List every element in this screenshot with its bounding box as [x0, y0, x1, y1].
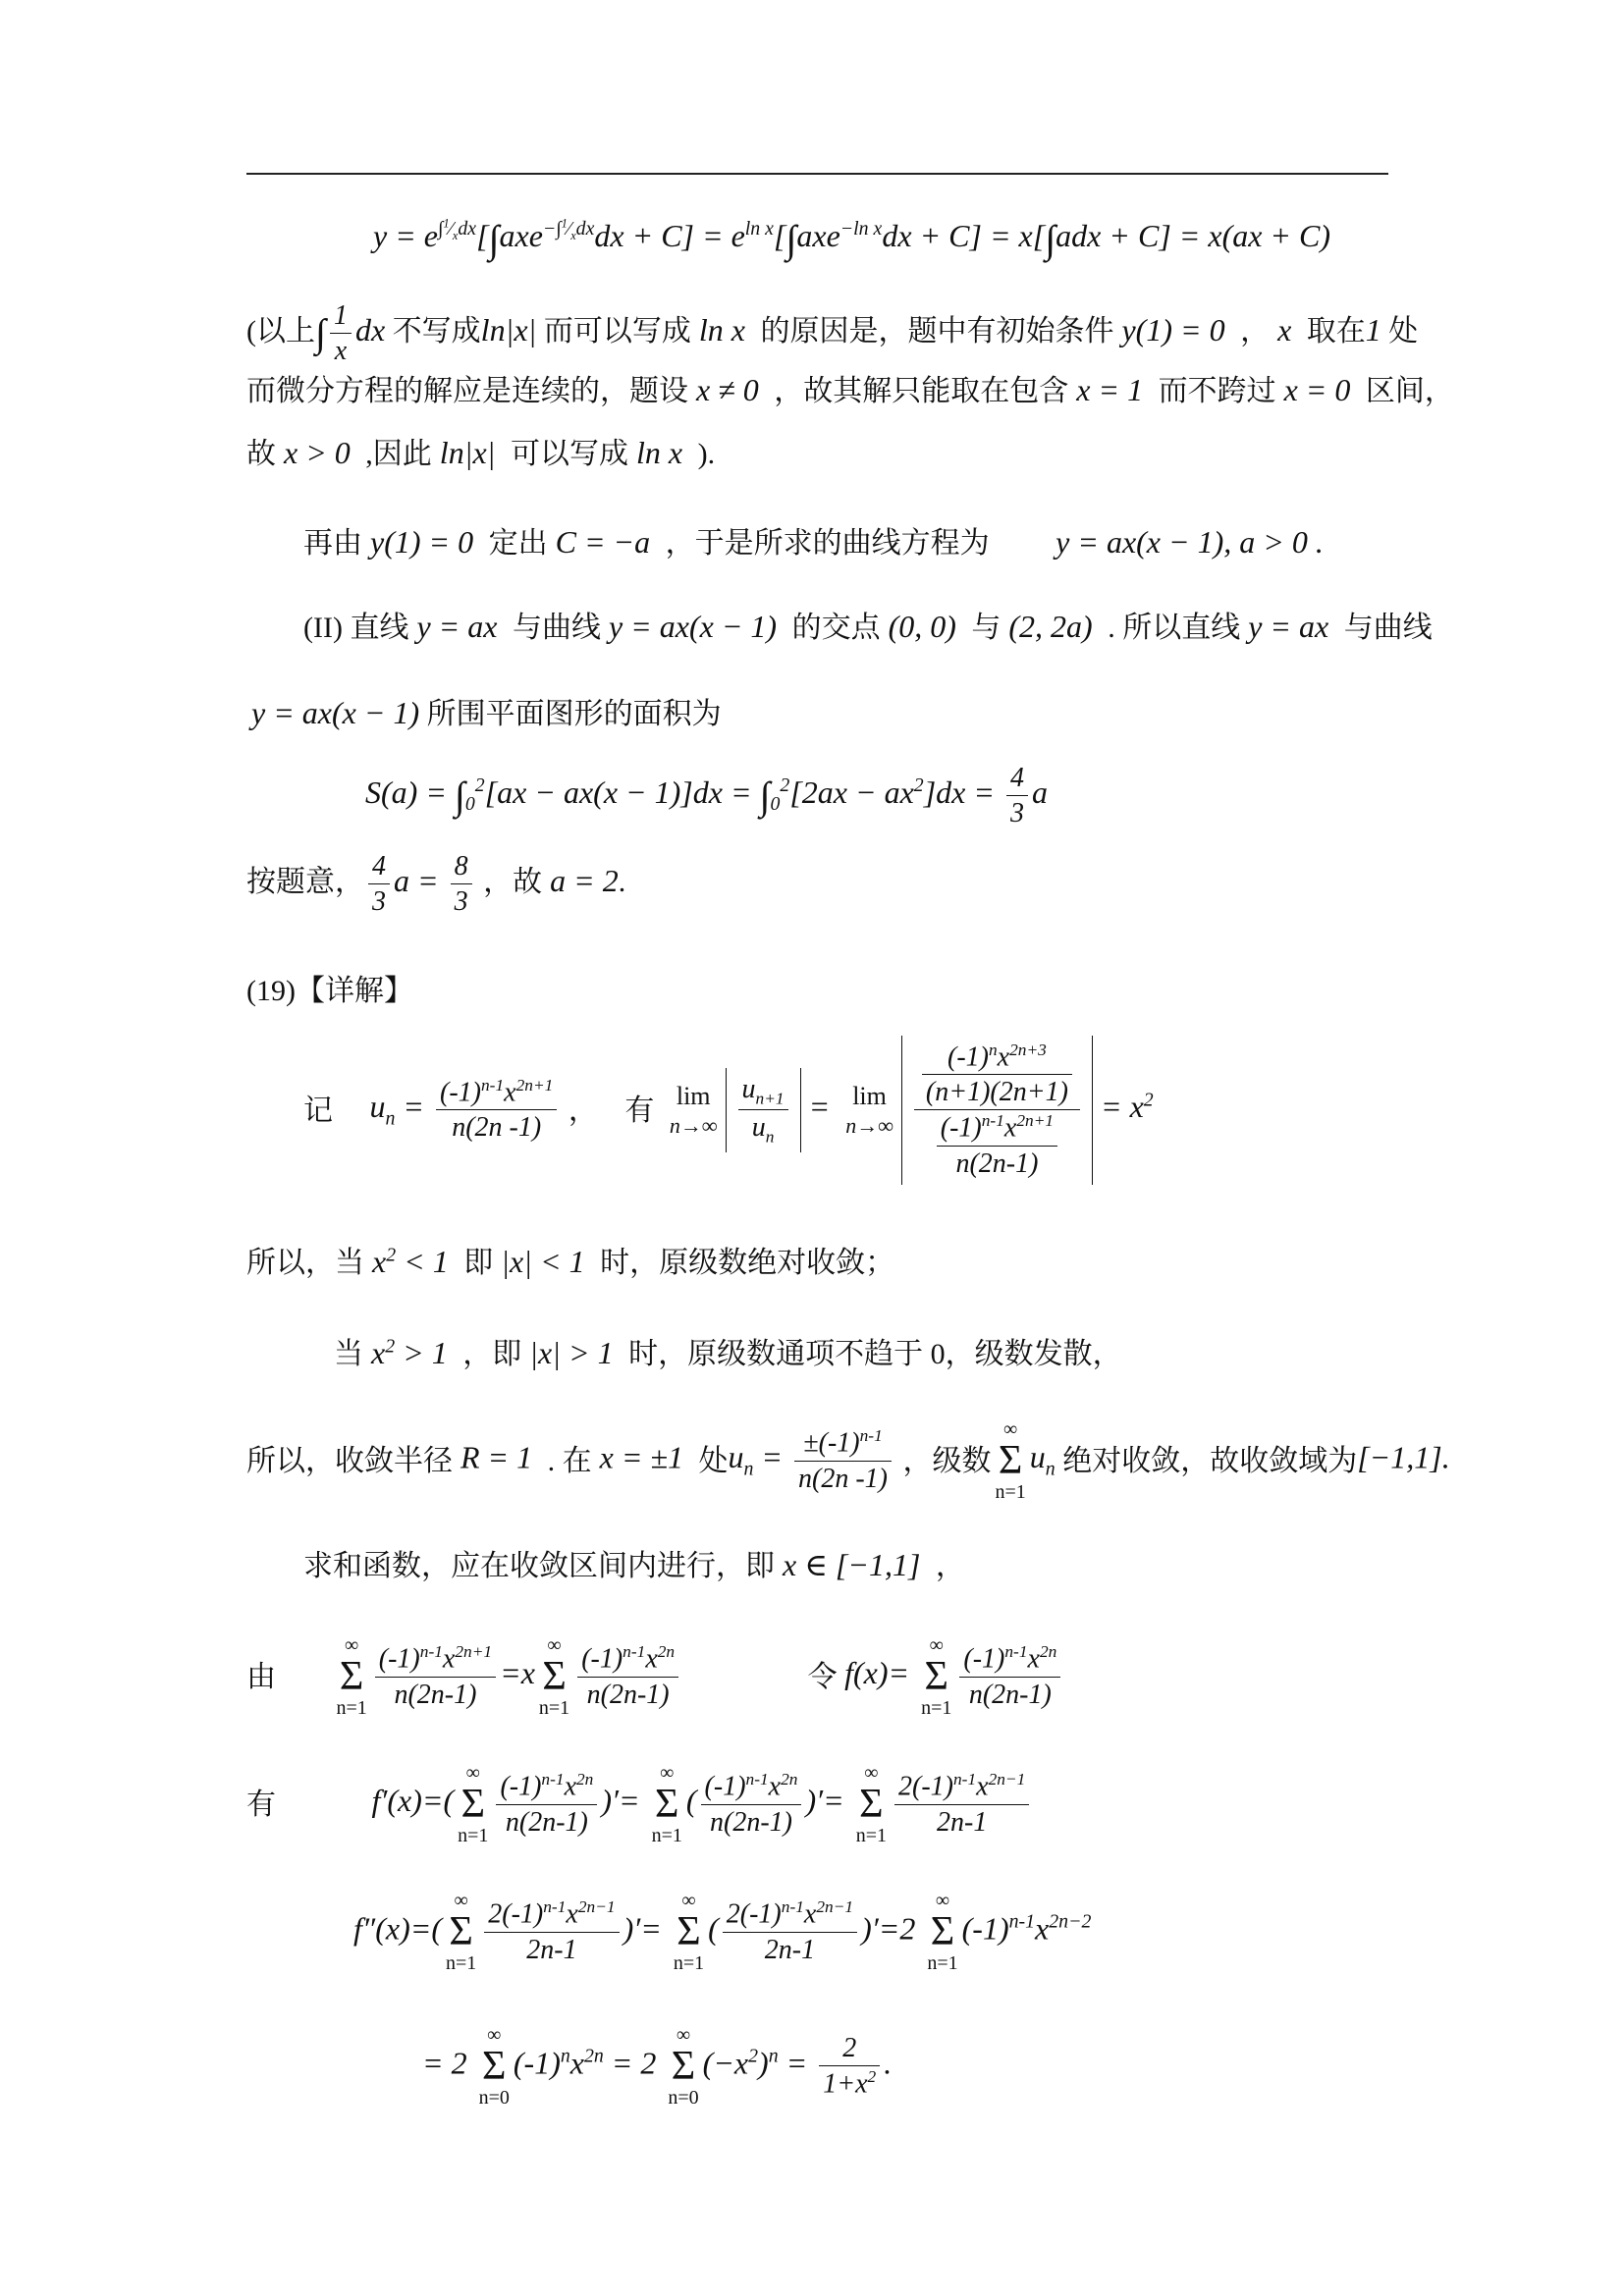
result-line: 按题意， $\frac{4}{3}$ a = $\frac{8}{3}$ ，故 a = 2.: [246, 851, 626, 917]
solution-formula: $y = e^{\int^1⁄_xdx}[\int axe^{-\int^1⁄_xdx}dx + C] = e^{ln x}[\int axe^{-ln x}dx + C] = x[\int adx + C] = x(ax + C)$: [373, 216, 1331, 261]
first-derivative-line: 有 f′(x)=( ∞ Σ n=1 $\frac{(-1)^{n-1}x^{2n}}{n(2n-1)}$ )′= ∞ Σ n=1 ( $\frac{(-1)^{n-1}x^{2n}}{n(2n-1)}$ )′= ∞ Σ n=1 $\frac{2(-1)^{n-1}x^{2n-1}}{2n-1}$: [246, 1762, 1033, 1846]
series-split-line: 由 ∞ Σ n=1 $\frac{(-1)^{n-1}x^{2n+1}}{n(2n-1)}$ =x ∞ Σ n=1 $\frac{(-1)^{n-1}x^{2n}}{n(2n-1)}$ 令 f(x)= ∞ Σ n=1 $\frac{(-1)^{n-1}x^{2n}}{n(2n-1)}$: [246, 1634, 1064, 1719]
area-equation: $S(a) = \int_0^2[ax - ax(x - 1)]dx = \int_0^2[2ax - ax^2]dx$ = $\frac{4}{3}$ a: [365, 763, 1048, 828]
convergence-line-1: 所以，当 $x^2 < 1$ 即 |x| < 1 时，原级数绝对收敛；: [246, 1244, 895, 1279]
closed-form-line: = 2 ∞ Σ n=0 $(-1)^nx^{2n} = 2$ ∞ Σ n=0 $(-x^2)^n$ = $\frac{2}{1+x^2}$ .: [422, 2024, 893, 2109]
part2-line-2: y = ax(x − 1) 所围平面图形的面积为: [251, 695, 722, 730]
part2-line-1: (II) 直线 y = ax 与曲线 y = ax(x − 1) 的交点 (0, 0) 与 (2, 2a) . 所以直线 y = ax 与曲线: [303, 609, 1433, 644]
ratio-test-line: 记 $u_n$ = $\frac{(-1)^{n-1}x^{2n+1}}{n(2n -1)}$ ， 有 lim n→∞ $\frac{u_{n+1}}{u_n}$ = lim n→∞ $\frac{\frac{(-1)^nx^{2n+3}}{(n+1)(2n+1)}}{\frac{(-1)^{n-1}x^{2n+1}}{n(2n-1)}}$ = $x^2$: [303, 1036, 1154, 1185]
problem-19-heading: (19)【详解】: [246, 975, 413, 1007]
radius-line: 所以，收敛半径 R = 1 . 在 x = ±1 处$u_n$ = $\frac{\pm(-1)^{n-1}}{n(2n -1)}$ ，级数 ∞ Σ n=1 $u_n$ 绝对收敛，故收敛域为[−1,1].: [246, 1418, 1450, 1503]
header-rule: [246, 173, 1388, 175]
note-line-2: 而微分方程的解应是连续的，题设 x ≠ 0 ，故其解只能取在包含 x = 1 而不跨过 x = 0 区间，: [246, 372, 1454, 407]
constant-line: 再由 y(1) = 0 定出 C = −a ，于是所求的曲线方程为 y = ax(x − 1), a > 0 .: [303, 524, 1324, 560]
convergence-line-2: 当 $x^2 > 1$ ，即 |x| > 1 时，原级数通项不趋于 0，级数发散，: [334, 1335, 1122, 1370]
second-derivative-line: f″(x)=( ∞ Σ n=1 $\frac{2(-1)^{n-1}x^{2n-1}}{2n-1}$ )′= ∞ Σ n=1 ( $\frac{2(-1)^{n-1}x^{2n-1}}{2n-1}$ )′=2 ∞ Σ n=1 $(-1)^{n-1}x^{2n-2}$: [353, 1890, 1092, 1974]
note-line-3: 故 x > 0 ,因此 ln|x| 可以写成 ln x ).: [246, 435, 716, 470]
sum-domain-line: 求和函数，应在收敛区间内进行，即 x ∈ [−1,1] ，: [303, 1547, 965, 1582]
note-line-1: (以上∫ $\frac{1}{x}$ dx 不写成ln|x| 而可以写成 ln x 的原因是，题中有初始条件 y(1) = 0 ， x 取在1 处: [246, 300, 1419, 366]
